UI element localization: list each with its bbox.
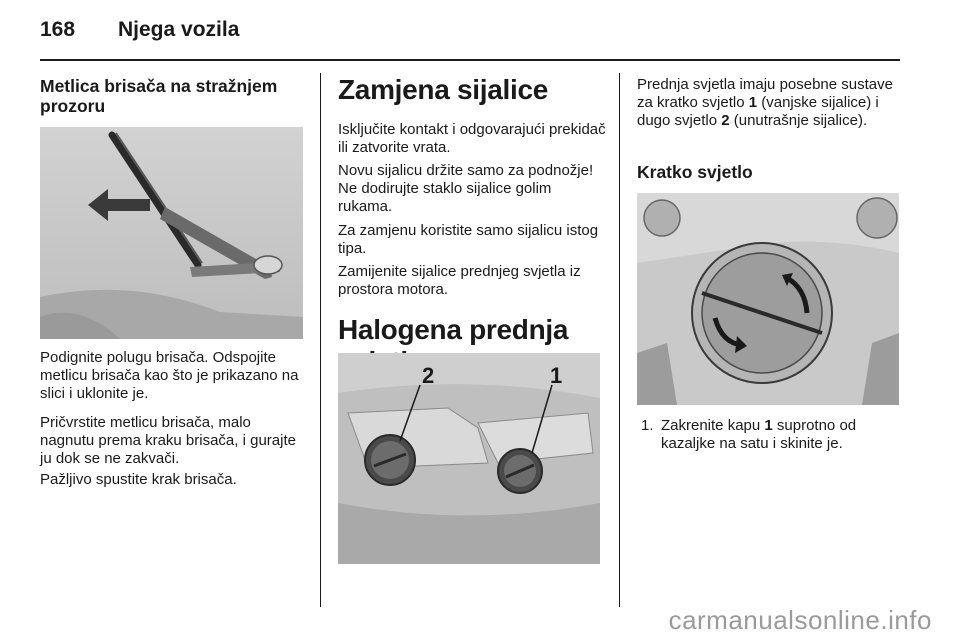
step-text-2: suprotno od kazaljke na satu i skinite je. [661,417,857,452]
intro-ref-2: 2 [721,112,730,129]
column-divider-2 [619,73,620,607]
section-heading-halogen: Halogena prednja [338,314,569,345]
section-heading-rear-wiper: Metlica brisača na stražnjem prozoru [40,76,278,116]
step-ref: 1 [764,417,773,434]
figure-low-beam-cap [637,193,899,405]
low-beam-cap-illustration [637,193,899,405]
header-rule [40,59,900,61]
paragraph-1: Podignite polugu brisača. Odspojite metlicu brisača kao što je prikazano na slici i uklonite je. [40,349,299,402]
step-text-1: Zakrenite kapu [661,417,765,434]
intro-text-3: (unutrašnje sijalice). [729,112,868,129]
intro-text-1: Prednja svjetla imaju posebne sustave za kratko svjetlo [637,76,893,111]
section-heading-low-beam: Kratko svjetlo [637,162,753,182]
rear-wiper-illustration [40,127,303,339]
figure-rear-wiper [40,127,303,339]
paragraph-intro-headlights [637,76,903,130]
paragraph-7: Zamijenite sijalice prednjeg svjetla iz prostora motora. [338,263,581,298]
paragraph-2: Pričvrstite metlicu brisača, malo nagnutu prema kraku brisača, i gurajte ju dok se ne zakvači. [40,414,296,467]
list-item [637,417,903,453]
watermark: carmanualsonline.info [668,605,932,635]
intro-ref-1: 1 [748,94,758,111]
figure-label-2: 2 [422,363,435,388]
step-number: 1. [641,417,654,434]
section-heading-bulb-replacement: Zamjena sijalice [338,74,548,105]
intro-text-2: (vanjske sijalice) i dugo svjetlo [637,94,879,129]
figure-label-1: 1 [550,363,563,388]
paragraph-4: Isključite kontakt i odgovarajući prekidač ili zatvorite vrata. [338,121,606,156]
halogen-headlights-illustration [338,353,600,564]
paragraph-6: Za zamjenu koristite samo sijalicu istog tipa. [338,222,599,257]
page-title: Njega vozila [118,18,240,41]
column-divider-1 [320,73,321,607]
figure-halogen-headlights [338,353,600,564]
paragraph-3: Pažljivo spustite krak brisača. [40,471,237,488]
page-number: 168 [40,18,76,41]
steps-list [637,417,903,453]
paragraph-5: Novu sijalicu držite samo za podnožje! Ne dodirujte staklo sijalice golim rukama. [338,162,594,215]
